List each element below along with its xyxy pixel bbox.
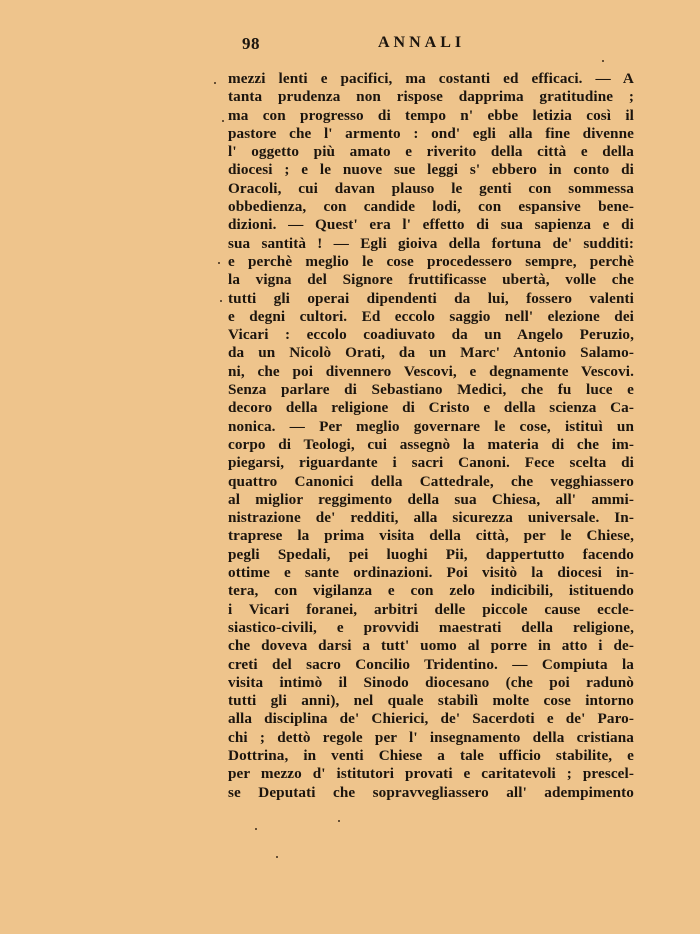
scan-speck <box>214 82 216 84</box>
body-text <box>228 70 634 802</box>
text-line: visita intimò il Sinodo diocesano (che poi radunò <box>228 673 634 691</box>
text-line: e perchè meglio le cose procedessero sempre, perchè <box>228 252 634 270</box>
scan-speck <box>255 828 257 830</box>
scan-speck <box>276 856 278 858</box>
text-line: che doveva darsi a tutt' uomo al porre in atto i de- <box>228 637 634 655</box>
scan-speck <box>220 300 222 302</box>
text-line: siastico-civili, e provvidi maestrati della religione, <box>228 618 634 636</box>
scan-speck <box>218 262 220 264</box>
text-line: al miglior reggimento della sua Chiesa, all' ammi- <box>228 490 634 508</box>
text-line: dizioni. — Quest' era l' effetto di sua sapienza e di <box>228 216 634 234</box>
text-line: tutti gli operai dipendenti da lui, fossero valenti <box>228 289 634 307</box>
text-line: Vicari : eccolo coadiuvato da un Angelo Peruzio, <box>228 326 634 344</box>
text-line: ma con progresso di tempo n' ebbe letizia così il <box>228 106 634 124</box>
text-line: creti del sacro Concilio Tridentino. — Compiuta la <box>228 655 634 673</box>
text-line: Senza parlare di Sebastiano Medici, che fu luce e <box>228 381 634 399</box>
text-line: traprese la prima visita della città, per le Chiese, <box>228 527 634 545</box>
text-line: la vigna del Signore fruttificasse ubertà, volle che <box>228 271 634 289</box>
text-line: tanta prudenza non rispose dapprima gratitudine ; <box>228 88 634 106</box>
text-line: l' oggetto più amato e riverito della città e della <box>228 143 634 161</box>
text-line: se Deputati che sopravvegliassero all' adempimento <box>228 783 634 801</box>
text-line: Dottrina, in venti Chiese a tale ufficio stabilite, e <box>228 746 634 764</box>
text-line: tera, con vigilanza e con zelo indicibili, istituendo <box>228 582 634 600</box>
text-line: quattro Canonici della Cattedrale, che vegghiassero <box>228 472 634 490</box>
text-line: pastore che l' armento : ond' egli alla fine divenne <box>228 124 634 142</box>
text-line: da un Nicolò Orati, da un Marc' Antonio Salamo- <box>228 344 634 362</box>
running-head <box>218 34 638 58</box>
text-line: per mezzo d' istitutori provati e caritatevoli ; prescel- <box>228 765 634 783</box>
text-line: chi ; dettò regole per l' insegnamento della cristiana <box>228 728 634 746</box>
scan-speck <box>338 820 340 822</box>
scan-speck <box>602 60 604 62</box>
running-title: ANNALI <box>378 34 466 51</box>
text-line: i Vicari foranei, arbitri delle piccole cause eccle- <box>228 600 634 618</box>
text-line: piegarsi, riguardante i sacri Canoni. Fece scelta di <box>228 454 634 472</box>
text-line: e degni cultori. Ed eccolo saggio nell' elezione dei <box>228 307 634 325</box>
text-line: ottime e sante ordinazioni. Poi visitò la diocesi in- <box>228 564 634 582</box>
text-line: ni, che poi divennero Vescovi, e degnamente Vescovi. <box>228 362 634 380</box>
text-line: diocesi ; e le nuove sue leggi s' ebbero in conto di <box>228 161 634 179</box>
text-line: obbedienza, con candide lodi, con espansive bene- <box>228 198 634 216</box>
page-number: 98 <box>242 34 260 53</box>
scan-speck <box>222 120 224 122</box>
text-line: tutti gli anni), nel quale stabilì molte cose intorno <box>228 692 634 710</box>
text-line: nonica. — Per meglio governare le cose, istituì un <box>228 417 634 435</box>
text-line: corpo di Teologi, cui assegnò la materia di che im- <box>228 435 634 453</box>
text-line: pegli Spedali, pei luoghi Pii, dappertutto facendo <box>228 545 634 563</box>
text-line: decoro della religione di Cristo e della scienza Ca- <box>228 399 634 417</box>
text-line: alla disciplina de' Chierici, de' Sacerdoti e de' Paro- <box>228 710 634 728</box>
text-line: mezzi lenti e pacifici, ma costanti ed efficaci. — A <box>228 70 634 87</box>
text-line: Oracoli, cui davan plauso le genti con sommessa <box>228 179 634 197</box>
text-line: sua santità ! — Egli gioiva della fortuna de' sudditi: <box>228 234 634 252</box>
text-line: nistrazione de' redditi, alla sicurezza universale. In- <box>228 509 634 527</box>
